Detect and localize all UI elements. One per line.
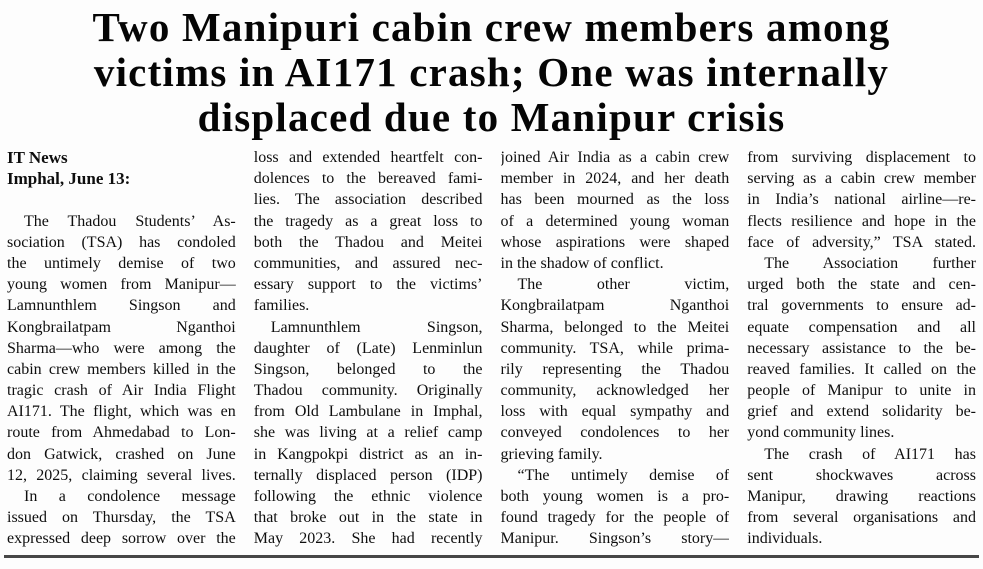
body-text-line: sent shockwaves across xyxy=(747,466,976,484)
body-text-line: Sharma—who were among the xyxy=(7,339,236,357)
article-column-3 xyxy=(501,147,730,550)
body-text-line: from surviving displacement to xyxy=(747,149,976,166)
body-text-line: Manipur, drawing reactions xyxy=(747,488,976,505)
body-text-line: essary support to the victims’ xyxy=(253,276,483,294)
body-text-line: grieving family. xyxy=(500,445,603,463)
body-text-line: urged both the state and cen- xyxy=(747,276,976,294)
body-text-line: loss and extended heartfelt con- xyxy=(253,149,483,166)
body-text-line: ternally displaced person (IDP) xyxy=(253,466,483,484)
body-text-line: families. xyxy=(253,297,310,315)
body-text-line: the untimely demise of two xyxy=(7,254,236,272)
body-text-line: AI171. The flight, which was en xyxy=(7,403,236,421)
headline-line: victims in AI171 crash; One was internally xyxy=(93,49,890,95)
body-text-line: equate compensation and all xyxy=(747,318,976,336)
headline xyxy=(0,0,983,140)
body-text-line: face of adversity,” TSA stated. xyxy=(747,233,976,251)
body-text-line: route from Ahmedabad to Lon- xyxy=(7,424,236,442)
body-text-line: member in 2024, and her death xyxy=(500,170,730,188)
body-text-line: of a determined young woman xyxy=(500,212,730,230)
body-text-line: Kongbrailatpam Nganthoi xyxy=(7,318,236,336)
body-text-line: Sharma, belonged to the Meitei xyxy=(500,318,730,336)
body-text-line: whose aspirations were shaped xyxy=(500,233,730,251)
body-text-line: The Thadou Students’ As- xyxy=(24,212,236,230)
body-text-line: joined Air India as a cabin crew xyxy=(500,149,730,166)
body-text-line: May 2023. She had recently xyxy=(253,530,483,548)
body-text-line: from Old Lambulane in Imphal, xyxy=(253,403,483,421)
body-text-line: found tragedy for the people of xyxy=(500,509,730,527)
line-spacer xyxy=(7,189,236,210)
body-text-line: has been mourned as the loss xyxy=(500,191,730,209)
body-text-line: dolences to the bereaved fami- xyxy=(253,170,483,188)
body-text-line: community. TSA, while prima- xyxy=(500,339,730,357)
body-text-line: daughter of (Late) Lenminlun xyxy=(253,339,483,357)
body-text-line: In a condolence message xyxy=(24,488,236,505)
body-text-line: both the Thadou and Meitei xyxy=(253,233,483,251)
article-column-4 xyxy=(747,147,976,550)
body-text-line: she was living at a relief camp xyxy=(253,424,483,442)
body-text-line: The crash of AI171 has xyxy=(764,445,976,463)
body-text-line: The other victim, xyxy=(517,276,730,294)
body-text-line: rily representing the Thadou xyxy=(500,360,730,378)
body-text-line: yond community lines. xyxy=(747,424,895,442)
article-column-2 xyxy=(254,147,483,550)
article-body xyxy=(0,147,983,550)
body-text-line: young women from Manipur— xyxy=(7,276,236,294)
body-text-line: lies. The association described xyxy=(253,191,483,209)
body-text-line: communities, and assured nec- xyxy=(253,254,483,272)
body-text-line: Thadou community. Originally xyxy=(253,382,483,400)
body-text-line: sociation (TSA) has condoled xyxy=(7,233,236,251)
body-text-line: serving as a cabin crew member xyxy=(747,170,976,188)
body-text-line: from several organisations and xyxy=(747,509,976,527)
body-text-line: Lamnunthlem Singson, xyxy=(270,318,483,336)
body-text-line: tral governments to ensure ad- xyxy=(747,297,976,315)
body-text-line: individuals. xyxy=(747,530,823,548)
body-text-line: cabin crew members killed in the xyxy=(7,360,236,378)
headline-line: displaced due to Manipur crisis xyxy=(197,94,786,140)
byline-text: Imphal, June 13: xyxy=(7,169,131,189)
body-text-line: don Gatwick, crashed on June xyxy=(7,445,236,463)
body-text-line: grief and extend solidarity be- xyxy=(747,403,976,421)
body-text-line: Lamnunthlem Singson and xyxy=(7,297,236,315)
body-text-line: Singson, belonged to the xyxy=(253,360,483,378)
body-text-line: that broke out in the state in xyxy=(253,509,483,527)
body-text-line: “The untimely demise of xyxy=(517,466,730,484)
headline-line: Two Manipuri cabin crew members among xyxy=(92,4,891,50)
byline-text: IT News xyxy=(7,148,68,167)
body-text-line: in Kangpokpi district as an in- xyxy=(253,445,483,463)
body-text-line: The Association further xyxy=(764,254,976,272)
body-text-line: necessary assistance to the be- xyxy=(747,339,976,357)
body-text-line: expressed deep sorrow over the xyxy=(7,530,236,548)
body-text-line: people of Manipur to unite in xyxy=(747,382,976,400)
body-text-line: Manipur. Singson’s story— xyxy=(500,530,730,548)
body-text-line: issued on Thursday, the TSA xyxy=(7,509,236,527)
body-text-line: reaved families. It called on the xyxy=(747,360,976,378)
body-text-line: in India’s national airline—re- xyxy=(747,191,976,209)
body-text-line: 12, 2025, claiming several lives. xyxy=(7,466,236,484)
body-text-line: loss with equal sympathy and xyxy=(500,403,730,421)
bottom-rule xyxy=(4,555,979,558)
body-text-line: tragic crash of Air India Flight xyxy=(7,382,236,400)
body-text-line: conveyed condolences to her xyxy=(500,424,730,442)
body-text-line: flects resilience and hope in the xyxy=(747,212,976,230)
body-text-line: following the ethnic violence xyxy=(253,488,483,505)
body-text-line: both young women is a pro- xyxy=(500,488,730,505)
body-text-line: Kongbrailatpam Nganthoi xyxy=(500,297,730,315)
body-text-line: in the shadow of conflict. xyxy=(500,254,664,272)
body-text-line: the tragedy as a great loss to xyxy=(253,212,483,230)
article-column-1 xyxy=(7,147,236,550)
body-text-line: community, acknowledged her xyxy=(500,382,730,400)
